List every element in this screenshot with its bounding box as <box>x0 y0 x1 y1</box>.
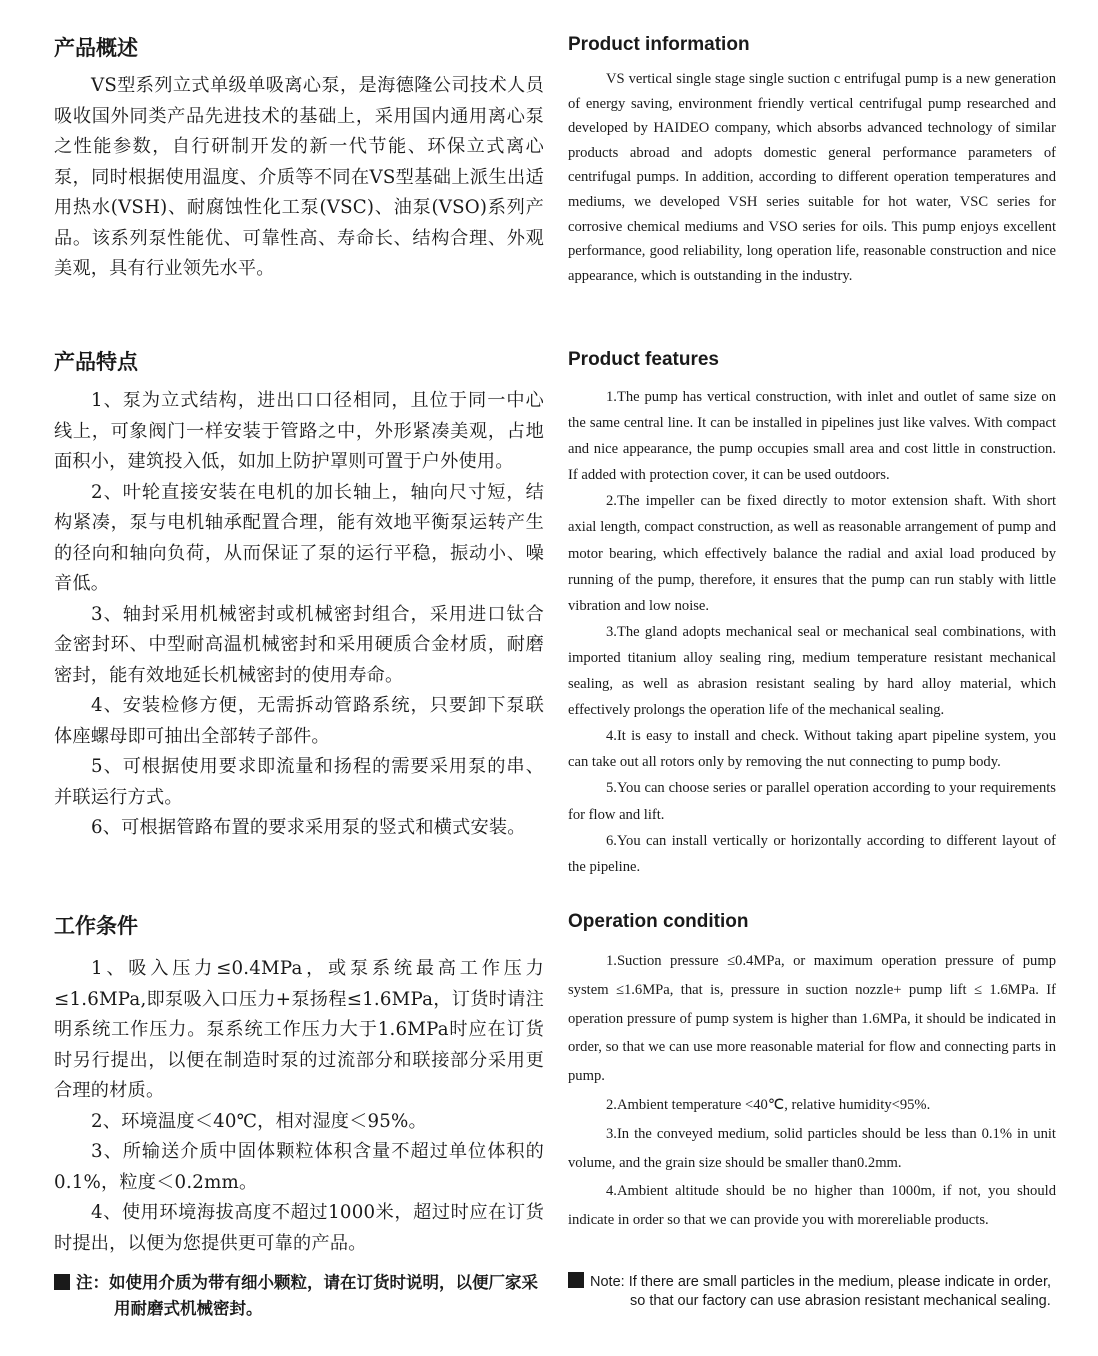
note-text: If there are small particles in the medium, please indicate in order, so that our factory can use abrasion resistant mechanical sealing. <box>628 1274 1052 1309</box>
paragraph: 4.Ambient altitude should be no higher than 1000m, if not, you should indicate in order so that we can provide you with morereliable products. <box>568 1183 1056 1229</box>
paragraph: 2.The impeller can be fixed directly to motor extension shaft. With short axial length, compact construction, as well as reasonable arrangement of pump and motor bearing, which effectively balance the radial and axial load produced by running of the pump, therefore, it ensures that the pump can run stably with little vibration and low noise. <box>568 493 1056 614</box>
section-heading: Product information <box>568 34 750 55</box>
paragraph: 2、环境温度＜40℃，相对湿度＜95%。 <box>91 1110 427 1132</box>
section-heading: Operation condition <box>568 911 749 932</box>
paragraph: 3、所输送介质中固体颗粒体积含量不超过单位体积的0.1%，粒度＜0.2mm。 <box>54 1141 544 1193</box>
square-bullet-icon <box>568 1272 584 1288</box>
paragraph: VS vertical single stage single suction c entrifugal pump is a new generation of energy saving, environment friendly vertical centrifugal pump researched and developed by HAIDEO company, which absorbs advanced technology of similar products abroad and adopts domestic general performance parameters of centrifugal pumps. In addition, according to different operation temperatures and mediums, we developed VSH series suitable for hot water, VSC series for corrosive chemical mediums and VSO series for oils. This pump enjoys excellent performance, good reliability, long operation life, reasonable construction and nice appearance, which is outstanding in the industry. <box>568 71 1056 284</box>
features-section-cn <box>54 346 544 844</box>
note-text: 如使用介质为带有细小颗粒，请在订货时说明，以便厂家采用耐磨式机械密封。 <box>109 1273 538 1318</box>
paragraph: 1.Suction pressure ≤0.4MPa, or maximum operation pressure of pump system ≤1.6MPa, that is, pressure in suction nozzle+ pump lift ≤ 1.6MPa. If operation pressure of pump system is higher than 1.6MPa, it should be indicated in order, so that we can use more reasonable material for flow and connecting parts in pump. <box>568 953 1056 1085</box>
paragraph: 1.The pump has vertical construction, with inlet and outlet of same size on the same central line. It can be installed in pipelines just like valves. With compact and nice appearance, the pump occupies small area and cost little in construction. If added with protection cover, it can be used outdoors. <box>568 389 1056 484</box>
paragraph: 3.The gland adopts mechanical seal or mechanical seal combinations, with imported titanium alloy sealing ring, medium temperature resistant mechanical sealing, as well as abrasion resistant sealing by hard alloy material, which effectively prolongs the operation life of the mechanical sealing. <box>568 623 1056 719</box>
overview-section-en <box>568 34 1056 288</box>
paragraph: 6、可根据管路布置的要求采用泵的竖式和横式安装。 <box>91 817 526 838</box>
paragraph: 2、叶轮直接安装在电机的加长轴上，轴向尺寸短，结构紧凑，泵与电机轴承配置合理，能有效地平衡泵运转产生的径向和轴向负荷，从而保证了泵的运行平稳，振动小、噪音低。 <box>54 481 544 594</box>
note-label: 注： <box>76 1273 109 1292</box>
section-heading: 产品特点 <box>54 350 138 374</box>
paragraph: 5、可根据使用要求即流量和扬程的需要采用泵的串、并联运行方式。 <box>54 756 544 808</box>
section-heading: 产品概述 <box>54 36 138 60</box>
paragraph: 1、吸入压力≤0.4MPa，或泵系统最高工作压力≤1.6MPa,即泵吸入口压力+泵扬程≤1.6MPa，订货时请注明系统工作压力。泵系统工作压力大于1.6MPa时应在订货时另行提出，以便在制造时泵的过流部分和联接部分采用更合理的材质。 <box>54 958 544 1101</box>
features-section-en <box>568 349 1056 880</box>
paragraph: 2.Ambient temperature <40℃, relative humidity<95%. <box>606 1096 931 1113</box>
paragraph: 4、安装检修方便，无需拆动管路系统，只要卸下泵联体座螺母即可抽出全部转子部件。 <box>54 695 544 747</box>
paragraph: 6.You can install vertically or horizontally according to different layout of the pipeline. <box>568 832 1056 875</box>
paragraph: 3、轴封采用机械密封或机械密封组合，采用进口钛合金密封环、中型耐高温机械密封和采用硬质合金材质，耐磨密封，能有效地延长机械密封的使用寿命。 <box>54 603 544 686</box>
section-heading: Product features <box>568 349 719 370</box>
overview-section-cn <box>54 32 544 285</box>
paragraph: VS型系列立式单级单吸离心泵，是海德隆公司技术人员吸收国外同类产品先进技术的基础上，采用国内通用离心泵之性能参数，自行研制开发的新一代节能、环保立式离心泵，同时根据使用温度、介质等不同在VS型基础上派生出适用热水(VSH)、耐腐蚀性化工泵(VSC)、油泵(VSO)系列产品。该系列泵性能优、可靠性高、寿命长、结构合理、外观美观，具有行业领先水平。 <box>54 75 544 279</box>
note-label: Note: <box>590 1274 625 1290</box>
note-en <box>568 1272 1056 1311</box>
section-heading: 工作条件 <box>54 914 138 938</box>
paragraph: 5.You can choose series or parallel operation according to your requirements for flow and lift. <box>568 780 1056 823</box>
conditions-section-en <box>568 911 1056 1235</box>
paragraph: 3.In the conveyed medium, solid particles should be less than 0.1% in unit volume, and the grain size should be smaller than0.2mm. <box>568 1125 1056 1171</box>
note-cn <box>54 1270 544 1322</box>
paragraph: 1、泵为立式结构，进出口口径相同，且位于同一中心线上，可象阀门一样安装于管路之中，外形紧凑美观，占地面积小，建筑投入低，如加上防护罩则可置于户外使用。 <box>54 390 544 472</box>
paragraph: 4.It is easy to install and check. Without taking apart pipeline system, you can take out all rotors only by removing the nut connecting to pump body. <box>568 728 1056 771</box>
square-bullet-icon <box>54 1274 70 1290</box>
paragraph: 4、使用环境海拔高度不超过1000米，超过时应在订货时提出，以便为您提供更可靠的产品。 <box>54 1202 544 1254</box>
conditions-section-cn <box>54 910 544 1259</box>
